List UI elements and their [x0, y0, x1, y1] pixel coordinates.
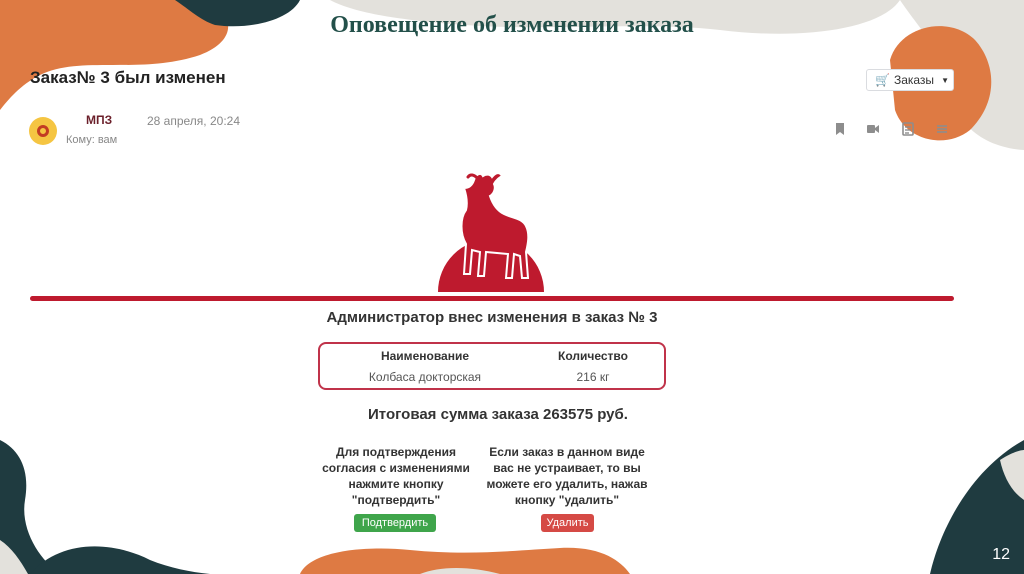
email-subject: Заказ№ 3 был изменен: [30, 68, 226, 87]
table-cell-product: Колбаса докторская: [368, 370, 482, 384]
chevron-down-icon: ▼: [941, 75, 949, 85]
delete-instruction: Если заказ в данном виде вас не устраивает, то вы можете его удалить, нажав кнопку "удалить": [486, 445, 648, 507]
video-camera-icon[interactable]: [866, 122, 880, 136]
confirm-instruction: Для подтверждения согласия с изменениями нажмите кнопку "подтвердить": [322, 445, 470, 507]
order-items-table: [318, 342, 666, 390]
orders-label-button[interactable]: [866, 69, 954, 91]
sender-avatar: [29, 117, 57, 145]
notes-icon[interactable]: [901, 122, 915, 136]
recipient-line[interactable]: Кому: вам: [66, 134, 118, 146]
email-date: 28 апреля, 20:24: [147, 114, 240, 128]
more-menu-icon[interactable]: [935, 122, 949, 136]
brand-divider: [30, 296, 954, 301]
confirm-button[interactable]: Подтвердить: [354, 514, 436, 532]
orders-label-text: Заказы: [893, 73, 935, 87]
table-header-quantity: Количество: [558, 349, 628, 363]
order-total: Итоговая сумма заказа 263575 руб.: [368, 406, 628, 423]
shopping-cart-icon: 🛒: [875, 73, 890, 87]
delete-button[interactable]: Удалить: [541, 514, 594, 532]
slide-title: Оповещение об изменении заказа: [330, 12, 694, 38]
table-cell-quantity: 216 кг: [576, 370, 610, 384]
change-notice-heading: Администратор внес изменения в заказ № 3: [326, 309, 658, 326]
sender-name[interactable]: МПЗ: [86, 113, 113, 127]
slide-page-number: 12: [992, 546, 1010, 563]
table-header-name: Наименование: [380, 349, 470, 363]
bull-logo: [436, 170, 546, 292]
bookmark-icon[interactable]: [833, 122, 847, 136]
